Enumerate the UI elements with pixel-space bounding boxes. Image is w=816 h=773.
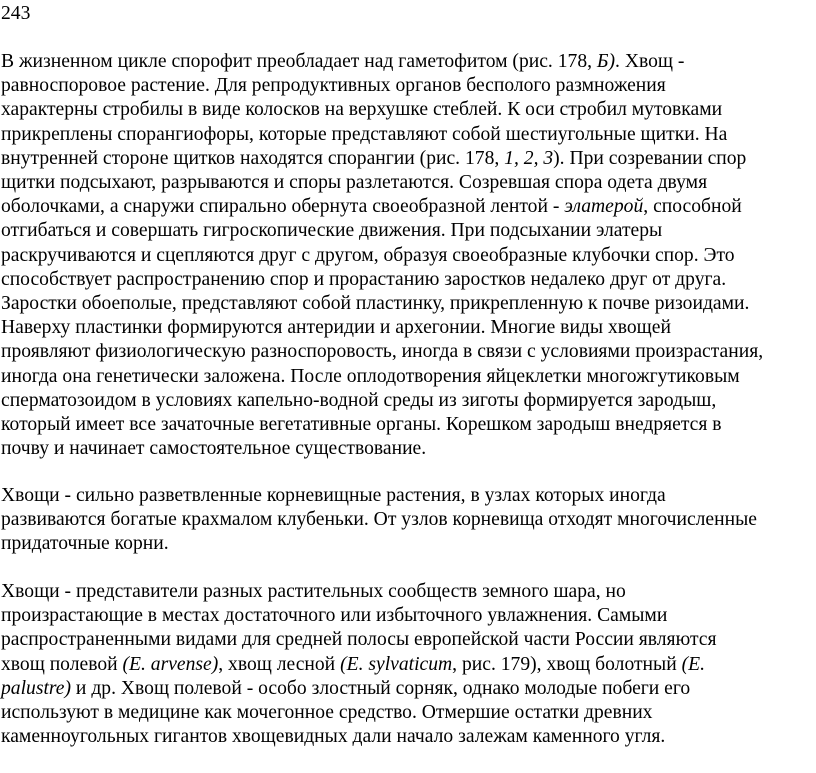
- text-line: [1, 484, 757, 508]
- text-run: используют в медицине как мочегонное средство. Отмершие остатки древних: [1, 702, 653, 724]
- text-run: придаточные корни.: [1, 533, 169, 555]
- italic-text: элатерой: [564, 196, 644, 218]
- text-line: [1, 244, 763, 268]
- page-number: 243: [1, 3, 31, 24]
- text-line: [1, 147, 763, 171]
- text-line: [1, 123, 763, 147]
- text-run: внутренней стороне щитков находятся спорангии (рис. 178,: [1, 147, 505, 169]
- text-line: [1, 365, 763, 389]
- text-line: [1, 340, 763, 364]
- text-run: , хвощ лесной: [218, 653, 341, 675]
- text-line: [1, 316, 763, 340]
- italic-text: Б): [596, 51, 616, 72]
- text-run: Хвощи - представители разных растительных сообществ земного шара, но: [1, 581, 626, 602]
- text-run: и др. Хвощ полевой - особо злостный сорняк, однако молодые побеги его: [71, 677, 691, 699]
- text-run: , способной: [643, 196, 742, 218]
- text-line: [1, 292, 763, 316]
- text-line: [1, 195, 763, 219]
- text-line: [1, 677, 716, 701]
- text-line: [1, 604, 716, 628]
- text-run: отгибаться и совершать гигроскопические движения. При подсыхании элатеры: [1, 220, 663, 242]
- text-run: Наверху пластинки формируются антеридии и архегонии. Многие виды хвощей: [1, 317, 671, 339]
- text-run: щитки подсыхают, разрываются и споры разлетаются. Созревшая спора одета двумя: [1, 172, 708, 194]
- text-line: [1, 532, 757, 556]
- text-run: произрастающие в местах достаточного или избыточного увлажнения. Самыми: [1, 605, 668, 627]
- text-run: способствует распространению спор и прорастанию заростков недалеко друг от друга.: [1, 268, 727, 290]
- text-line: [1, 508, 757, 532]
- text-run: распространенными видами для средней полосы европейской части России являются: [1, 629, 717, 651]
- text-run: проявляют физиологическую разноспоровость, иногда в связи с условиями произрастания,: [1, 341, 764, 363]
- text-run: развиваются богатые крахмалом клубеньки. От узлов корневища отходят многочисленные: [1, 509, 757, 531]
- text-run: каменноугольных гигантов хвощевидных дали начало залежам каменного угля.: [1, 726, 666, 748]
- text-line: [1, 437, 763, 461]
- text-run: Заростки обоеполые, представляют собой пластинку, прикрепленную к почве ризоидами.: [1, 293, 750, 315]
- text-run: В жизненном цикле спорофит преобладает над гаметофитом (рис. 178,: [1, 51, 597, 72]
- text-run: оболочками, а снаружи спирально обернута своеобразной лентой -: [1, 196, 565, 218]
- italic-text: palustre): [1, 677, 72, 699]
- italic-text: 1, 2, 3: [504, 147, 554, 169]
- text-run: сперматозоидом в условиях капельно-водной среды из зиготы формируется зародыш,: [1, 389, 717, 411]
- italic-text: (E. sylvaticum: [340, 653, 453, 675]
- paragraph-sporophyte: [1, 50, 763, 461]
- text-line: [1, 98, 763, 122]
- text-line: [1, 389, 763, 413]
- text-line: [1, 50, 763, 74]
- text-line: [1, 171, 763, 195]
- text-line: [1, 219, 763, 243]
- text-line: [1, 74, 763, 98]
- text-run: иногда она генетически заложена. После оплодотворения яйцеклетки многожгутиковым: [1, 365, 740, 387]
- text-run: , рис. 179), хвощ болотный: [452, 653, 682, 675]
- text-run: раскручиваются и сцепляются друг с другом, образуя своеобразные клубочки спор. Это: [1, 244, 735, 266]
- italic-text: (E. arvense): [122, 653, 219, 675]
- text-line: [1, 413, 763, 437]
- text-run: . Хвощ -: [615, 51, 685, 72]
- text-run: ). При созревании спор: [553, 147, 747, 169]
- text-run: почву и начинает самостоятельное существование.: [1, 438, 427, 460]
- text-run: хвощ полевой: [1, 653, 123, 675]
- text-line: [1, 701, 716, 725]
- text-line: [1, 653, 716, 677]
- text-run: характерны стробилы в виде колосков на верхушке стеблей. К оси стробил мутовками: [1, 99, 723, 121]
- text-line: [1, 725, 716, 749]
- text-run: равноспоровое растение. Для репродуктивных органов бесполого размножения: [1, 75, 666, 97]
- text-line: [1, 580, 716, 604]
- italic-text: (E.: [681, 653, 705, 675]
- text-run: прикреплены спорангиофоры, которые представляют собой шестиугольные щитки. На: [1, 123, 728, 145]
- text-run: который имеет все зачаточные вегетативные органы. Корешком зародыш внедряется в: [1, 414, 722, 436]
- paragraph-species: [1, 580, 716, 749]
- text-line: [1, 628, 716, 652]
- text-line: [1, 268, 763, 292]
- paragraph-rhizomes: [1, 484, 757, 557]
- text-run: Хвощи - сильно разветвленные корневищные растения, в узлах которых иногда: [1, 485, 666, 506]
